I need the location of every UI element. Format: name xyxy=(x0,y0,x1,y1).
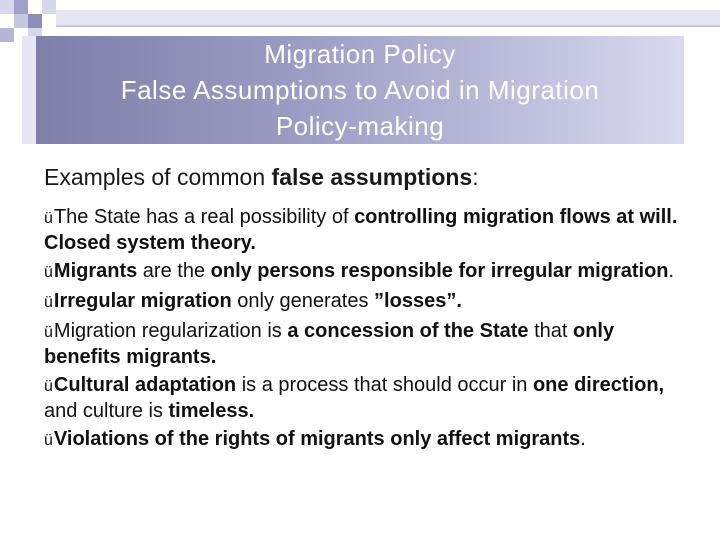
bullet-text: that xyxy=(528,320,573,342)
intro-end: : xyxy=(472,164,479,190)
check-mark-icon: ü xyxy=(44,210,53,227)
check-mark-icon: ü xyxy=(44,324,53,341)
bullet-bold-text: controlling migration flows at will. Closed system theory. xyxy=(44,206,678,254)
bullet-text: . xyxy=(668,260,675,282)
bullet-bold-text: Migrants xyxy=(53,260,138,282)
bullet-text: The State has a real possibility of xyxy=(53,206,355,228)
title-line: Migration Policy xyxy=(264,39,456,69)
bullet-bold-text: ”losses”. xyxy=(374,290,462,312)
bullet-item xyxy=(44,205,684,255)
intro-plain: Examples of common xyxy=(44,164,272,190)
bullet-bold-text: Cultural adaptation xyxy=(53,374,237,396)
bullet-text: are the xyxy=(137,260,211,282)
bullet-item xyxy=(44,427,684,453)
bullet-text: . xyxy=(580,428,586,450)
bullet-item xyxy=(44,319,684,369)
bullet-list xyxy=(44,205,684,457)
bullet-text: is a process that should occur in xyxy=(236,374,533,396)
bullet-item xyxy=(44,259,684,285)
bullet-bold-text: Irregular migration xyxy=(53,290,232,312)
bullet-bold-text: a concession of the State xyxy=(287,320,529,342)
intro-text xyxy=(44,160,684,194)
check-mark-icon: ü xyxy=(44,378,53,395)
check-mark-icon: ü xyxy=(44,264,53,281)
bullet-bold-text: only persons responsible for irregular migration xyxy=(210,260,669,282)
bullet-bold-text: only benefits migrants. xyxy=(44,320,615,368)
bullet-text: only generates xyxy=(231,290,375,312)
slide-title xyxy=(36,36,684,144)
check-mark-icon: ü xyxy=(44,432,53,449)
intro-bold: false assumptions xyxy=(271,164,473,190)
bullet-item xyxy=(44,373,684,423)
bullet-item xyxy=(44,289,684,315)
check-mark-icon: ü xyxy=(44,294,53,311)
bullet-text: Migration regularization is xyxy=(53,320,288,342)
bullet-bold-text: one direction, xyxy=(532,374,665,396)
title-line: Policy-making xyxy=(275,111,445,141)
bullet-text: and culture is xyxy=(44,400,169,422)
bullet-bold-text: Violations of the rights of migrants only affect migrants xyxy=(53,428,581,450)
bullet-bold-text: timeless. xyxy=(168,400,255,422)
title-line: False Assumptions to Avoid in Migration xyxy=(120,75,600,105)
